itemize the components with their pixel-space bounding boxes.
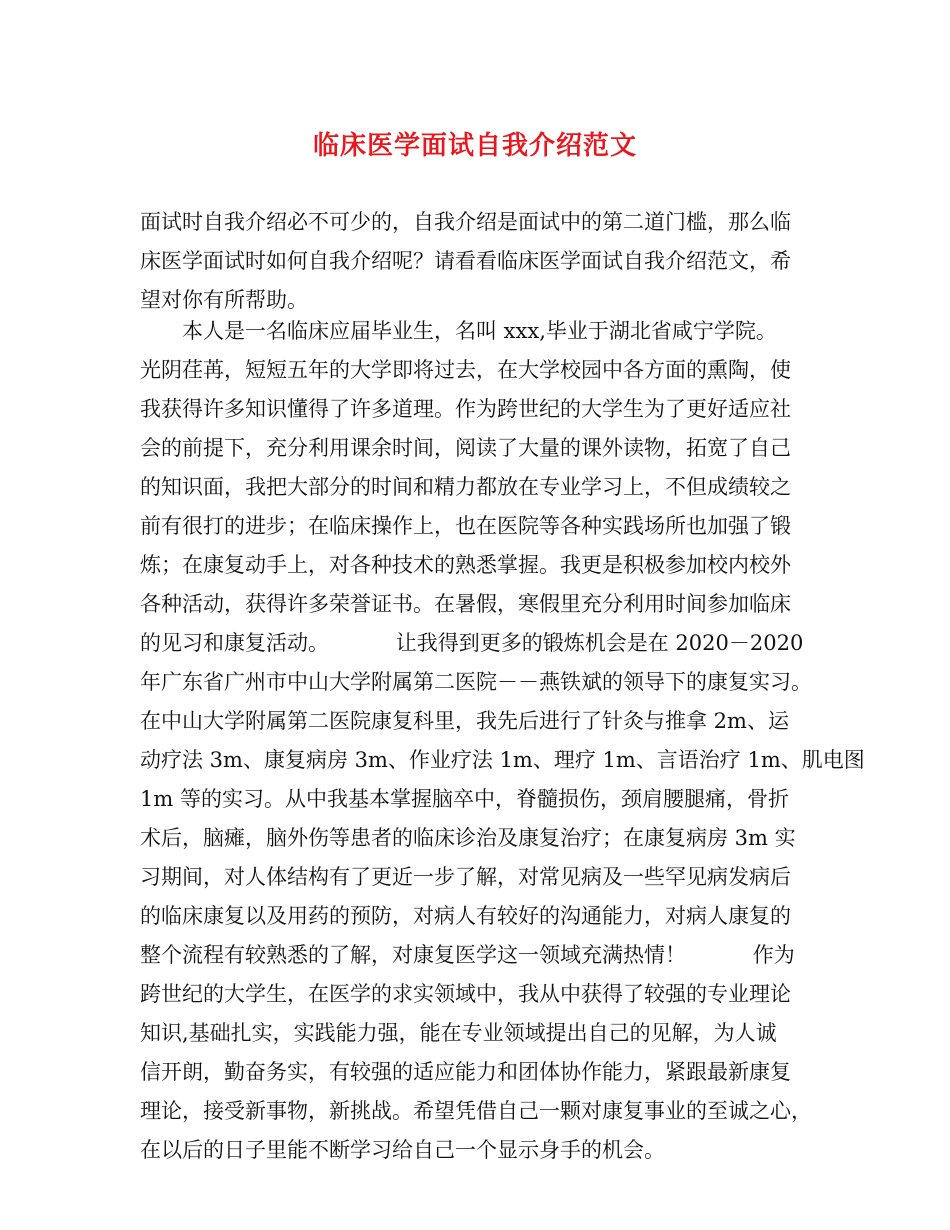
body-line: 前有很打的进步；在临床操作上，也在医院等各种实践场所也加强了锻 [140, 514, 791, 538]
main-paragraph [140, 312, 865, 1170]
body-line: 我获得许多知识懂得了许多道理。作为跨世纪的大学生为了更好适应社 [140, 397, 791, 421]
body-line: 动疗法 3m、康复病房 3m、作业疗法 1m、理疗 1m、言语治疗 1m、肌电图 [140, 748, 865, 772]
intro-line: 床医学面试时如何自我介绍呢？请看看临床医学面试自我介绍范文，希 [140, 249, 791, 273]
body-line: 会的前提下，充分利用课余时间，阅读了大量的课外读物，拓宽了自己 [140, 436, 791, 460]
intro-paragraph [140, 203, 820, 320]
body-line: 信开朗，勤奋务实，有较强的适应能力和团体协作能力，紧跟最新康复 [140, 1060, 791, 1084]
body-line: 理论，接受新事物，新挑战。希望凭借自己一颗对康复事业的至诚之心， [140, 1099, 812, 1123]
body-line: 知识,基础扎实，实践能力强，能在专业领域提出自己的见解，为人诚 [140, 1021, 777, 1045]
intro-line: 面试时自我介绍必不可少的，自我介绍是面试中的第二道门槛，那么临 [140, 210, 791, 234]
body-line: 各种活动，获得许多荣誉证书。在暑假，寒假里充分利用时间参加临床 [140, 592, 791, 616]
body-line: 光阴荏苒，短短五年的大学即将过去，在大学校园中各方面的熏陶，使 [140, 358, 791, 382]
body-line: 1m 等的实习。从中我基本掌握脑卒中，脊髓损伤，颈肩腰腿痛，骨折 [140, 787, 789, 811]
body-line: 整个流程有较熟悉的了解，对康复医学这一领域充满热情！ 作为 [140, 943, 795, 967]
body-line: 习期间，对人体结构有了更近一步了解，对常见病及一些罕见病发病后 [140, 865, 791, 889]
intro-line: 望对你有所帮助。 [140, 288, 308, 312]
body-line: 在以后的日子里能不断学习给自己一个显示身手的机会。 [140, 1138, 665, 1162]
body-line: 年广东省广州市中山大学附属第二医院－－燕铁斌的领导下的康复实习。 [140, 670, 812, 694]
body-line: 的临床康复以及用药的预防，对病人有较好的沟通能力，对病人康复的 [140, 904, 791, 928]
body-line: 的知识面，我把大部分的时间和精力都放在专业学习上，不但成绩较之 [140, 475, 791, 499]
body-line: 本人是一名临床应届毕业生，名叫 xxx,毕业于湖北省咸宁学院。 [182, 319, 777, 343]
body-line: 炼；在康复动手上，对各种技术的熟悉掌握。我更是积极参加校内校外 [140, 553, 791, 577]
body-line: 跨世纪的大学生，在医学的求实领域中，我从中获得了较强的专业理论 [140, 982, 791, 1006]
document-title: 临床医学面试自我介绍范文 [312, 131, 637, 161]
body-line: 在中山大学附属第二医院康复科里，我先后进行了针灸与推拿 2m、运 [140, 709, 789, 733]
body-line: 术后，脑瘫，脑外伤等患者的临床诊治及康复治疗；在康复病房 3m 实 [140, 826, 796, 850]
body-line: 的见习和康复活动。 让我得到更多的锻炼机会是在 2020－2020 [140, 631, 804, 655]
